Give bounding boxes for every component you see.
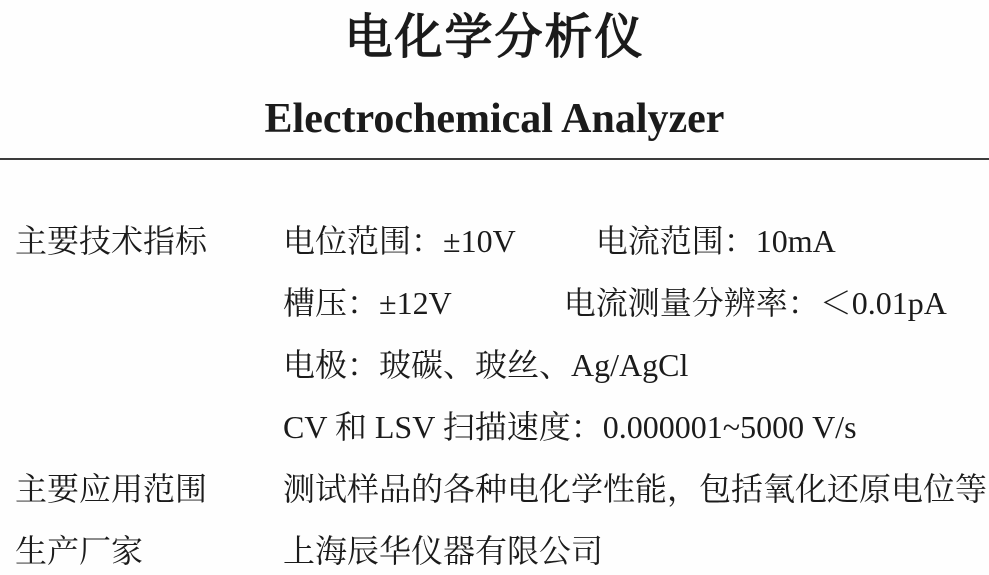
page-title-zh: 电化学分析仪 — [344, 11, 645, 64]
spec-content-manufacturer — [283, 520, 989, 575]
spec-label-applications: 主要应用范围 — [15, 471, 208, 507]
spec-line-applications — [283, 458, 989, 520]
header-divider — [0, 158, 989, 160]
spec-label-manufacturer: 生产厂家 — [15, 533, 144, 569]
spec-value-manufacturer: 上海辰华仪器有限公司 — [283, 533, 604, 569]
spec-row-applications — [0, 458, 989, 520]
spec-line-manufacturer — [283, 520, 989, 575]
spec-line-electrodes — [283, 334, 989, 396]
spec-table — [0, 210, 989, 575]
spec-value-compliance-voltage: 槽压：±12V — [283, 285, 452, 321]
spec-value-electrodes: 电极：玻碳、玻丝、Ag/AgCl — [283, 347, 689, 383]
spec-row-manufacturer — [0, 520, 989, 575]
spec-value-current-range: 电流范围：10mA — [595, 223, 836, 259]
spec-value-potential-range: 电位范围：±10V — [283, 223, 516, 259]
spec-row-technical-indicators — [0, 210, 989, 458]
spec-value-scan-rate: CV 和 LSV 扫描速度：0.000001~5000 V/s — [283, 409, 857, 445]
spec-value-current-resolution: 电流测量分辨率：＜0.01pA — [563, 285, 947, 321]
spec-content-applications — [283, 458, 989, 520]
spec-label-technical-indicators: 主要技术指标 — [15, 223, 208, 259]
spec-line-scan-rate — [283, 396, 989, 458]
spec-line-compliance-resolution — [283, 272, 989, 334]
spec-content-technical-indicators — [283, 210, 989, 458]
spec-value-applications: 测试样品的各种电化学性能，包括氧化还原电位等 — [283, 471, 988, 507]
page-title-en: Electrochemical Analyzer — [264, 96, 725, 142]
spec-line-potential-current-range — [283, 210, 989, 272]
